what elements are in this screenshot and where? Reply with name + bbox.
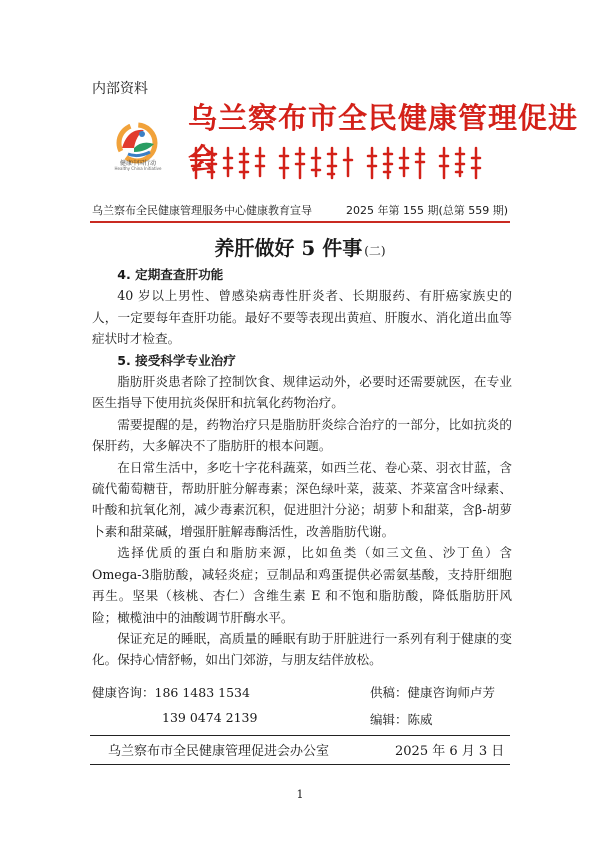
article-title-suffix: (二) (364, 244, 386, 258)
paragraph: 40 岁以上男性、曾感染病毒性肝炎者、长期服药、有肝癌家族史的人，一定要每年查肝功能。最好不要等表现出黄疸、肝腹水、消化道出血等症状时才检查。 (92, 288, 512, 347)
contact-label: 健康咨询： (92, 685, 155, 700)
mongolian-script-title (190, 142, 490, 184)
page-number: 1 (296, 788, 304, 801)
logo-caption: 健康中国行动 (119, 160, 156, 167)
logo-subcaption: Healthy China Initiative (114, 166, 162, 171)
footer-top-rule (90, 735, 510, 736)
footer-org: 乌兰察布市全民健康管理促进会办公室 (108, 744, 330, 759)
section-heading: 4. 定期查查肝功能 (117, 267, 224, 282)
paragraph: 保证充足的睡眠，高质量的睡眠有助于肝脏进行一系列有利于健康的变化。保持心情舒畅，如出门郊游，与朋友结伴放松。 (92, 630, 512, 668)
paragraph: 选择优质的蛋白和脂肪来源，比如鱼类（如三文鱼、沙丁鱼）含Omega-3脂肪酸，减轻炎症；豆制品和鸡蛋提供必需氨基酸，支持肝细胞再生。坚果（核桃、杏仁）含维生素 E 和不饱和脂肪酸，降低脂肪肝风险；橄榄油中的油酸调节肝酶水平。 (92, 545, 512, 625)
publisher-line: 乌兰察布全民健康管理服务中心健康教育宣导 (92, 204, 312, 217)
article-title (0, 232, 600, 261)
section-heading: 5. 接受科学专业治疗 (117, 352, 236, 368)
paragraph: 需要提醒的是，药物治疗只是脂肪肝炎综合治疗的一部分，比如抗炎的保肝药，大多解决不了脂肪肝的根本问题。 (92, 416, 512, 454)
article-body (92, 264, 512, 671)
footer-date: 2025 年 6 月 3 日 (395, 744, 505, 759)
editor-credit: 编辑：陈威 (370, 712, 433, 727)
issue-number: 2025 年第 155 期(总第 559 期) (346, 204, 509, 217)
article-title-text: 养肝做好 5 件事 (214, 236, 363, 260)
paragraph: 脂肪肝炎患者除了控制饮食、规律运动外，必要时还需要就医，在专业医生指导下使用抗炎保肝和抗氧化药物治疗。 (92, 374, 512, 411)
footer-bottom-rule (90, 764, 510, 765)
paragraph: 在日常生活中，多吃十字花科蔬菜，如西兰花、卷心菜、羽衣甘蓝，含硫代葡萄糖苷，帮助肝脏分解毒素；深色绿叶菜，菠菜、芥菜富含叶绿素、叶酸和抗氧化剂，减少毒素沉积，促进胆汁分泌；胡萝卜和甜菜，含β-胡萝卜素和甜菜碱，增强肝脏解毒酶活性，改善脂肪代谢。 (92, 459, 512, 539)
internal-label: 内部资料 (92, 81, 148, 97)
header-divider (90, 221, 510, 223)
provider-credit: 供稿：健康咨询师卢芳 (370, 685, 496, 700)
org-title: 乌兰察布市全民健康管理促进会 (188, 101, 579, 176)
contact-phone-2: 139 0474 2139 (162, 710, 258, 725)
contact-phone-1: 186 1483 1534 (154, 685, 250, 700)
contact-line-1 (92, 683, 250, 701)
